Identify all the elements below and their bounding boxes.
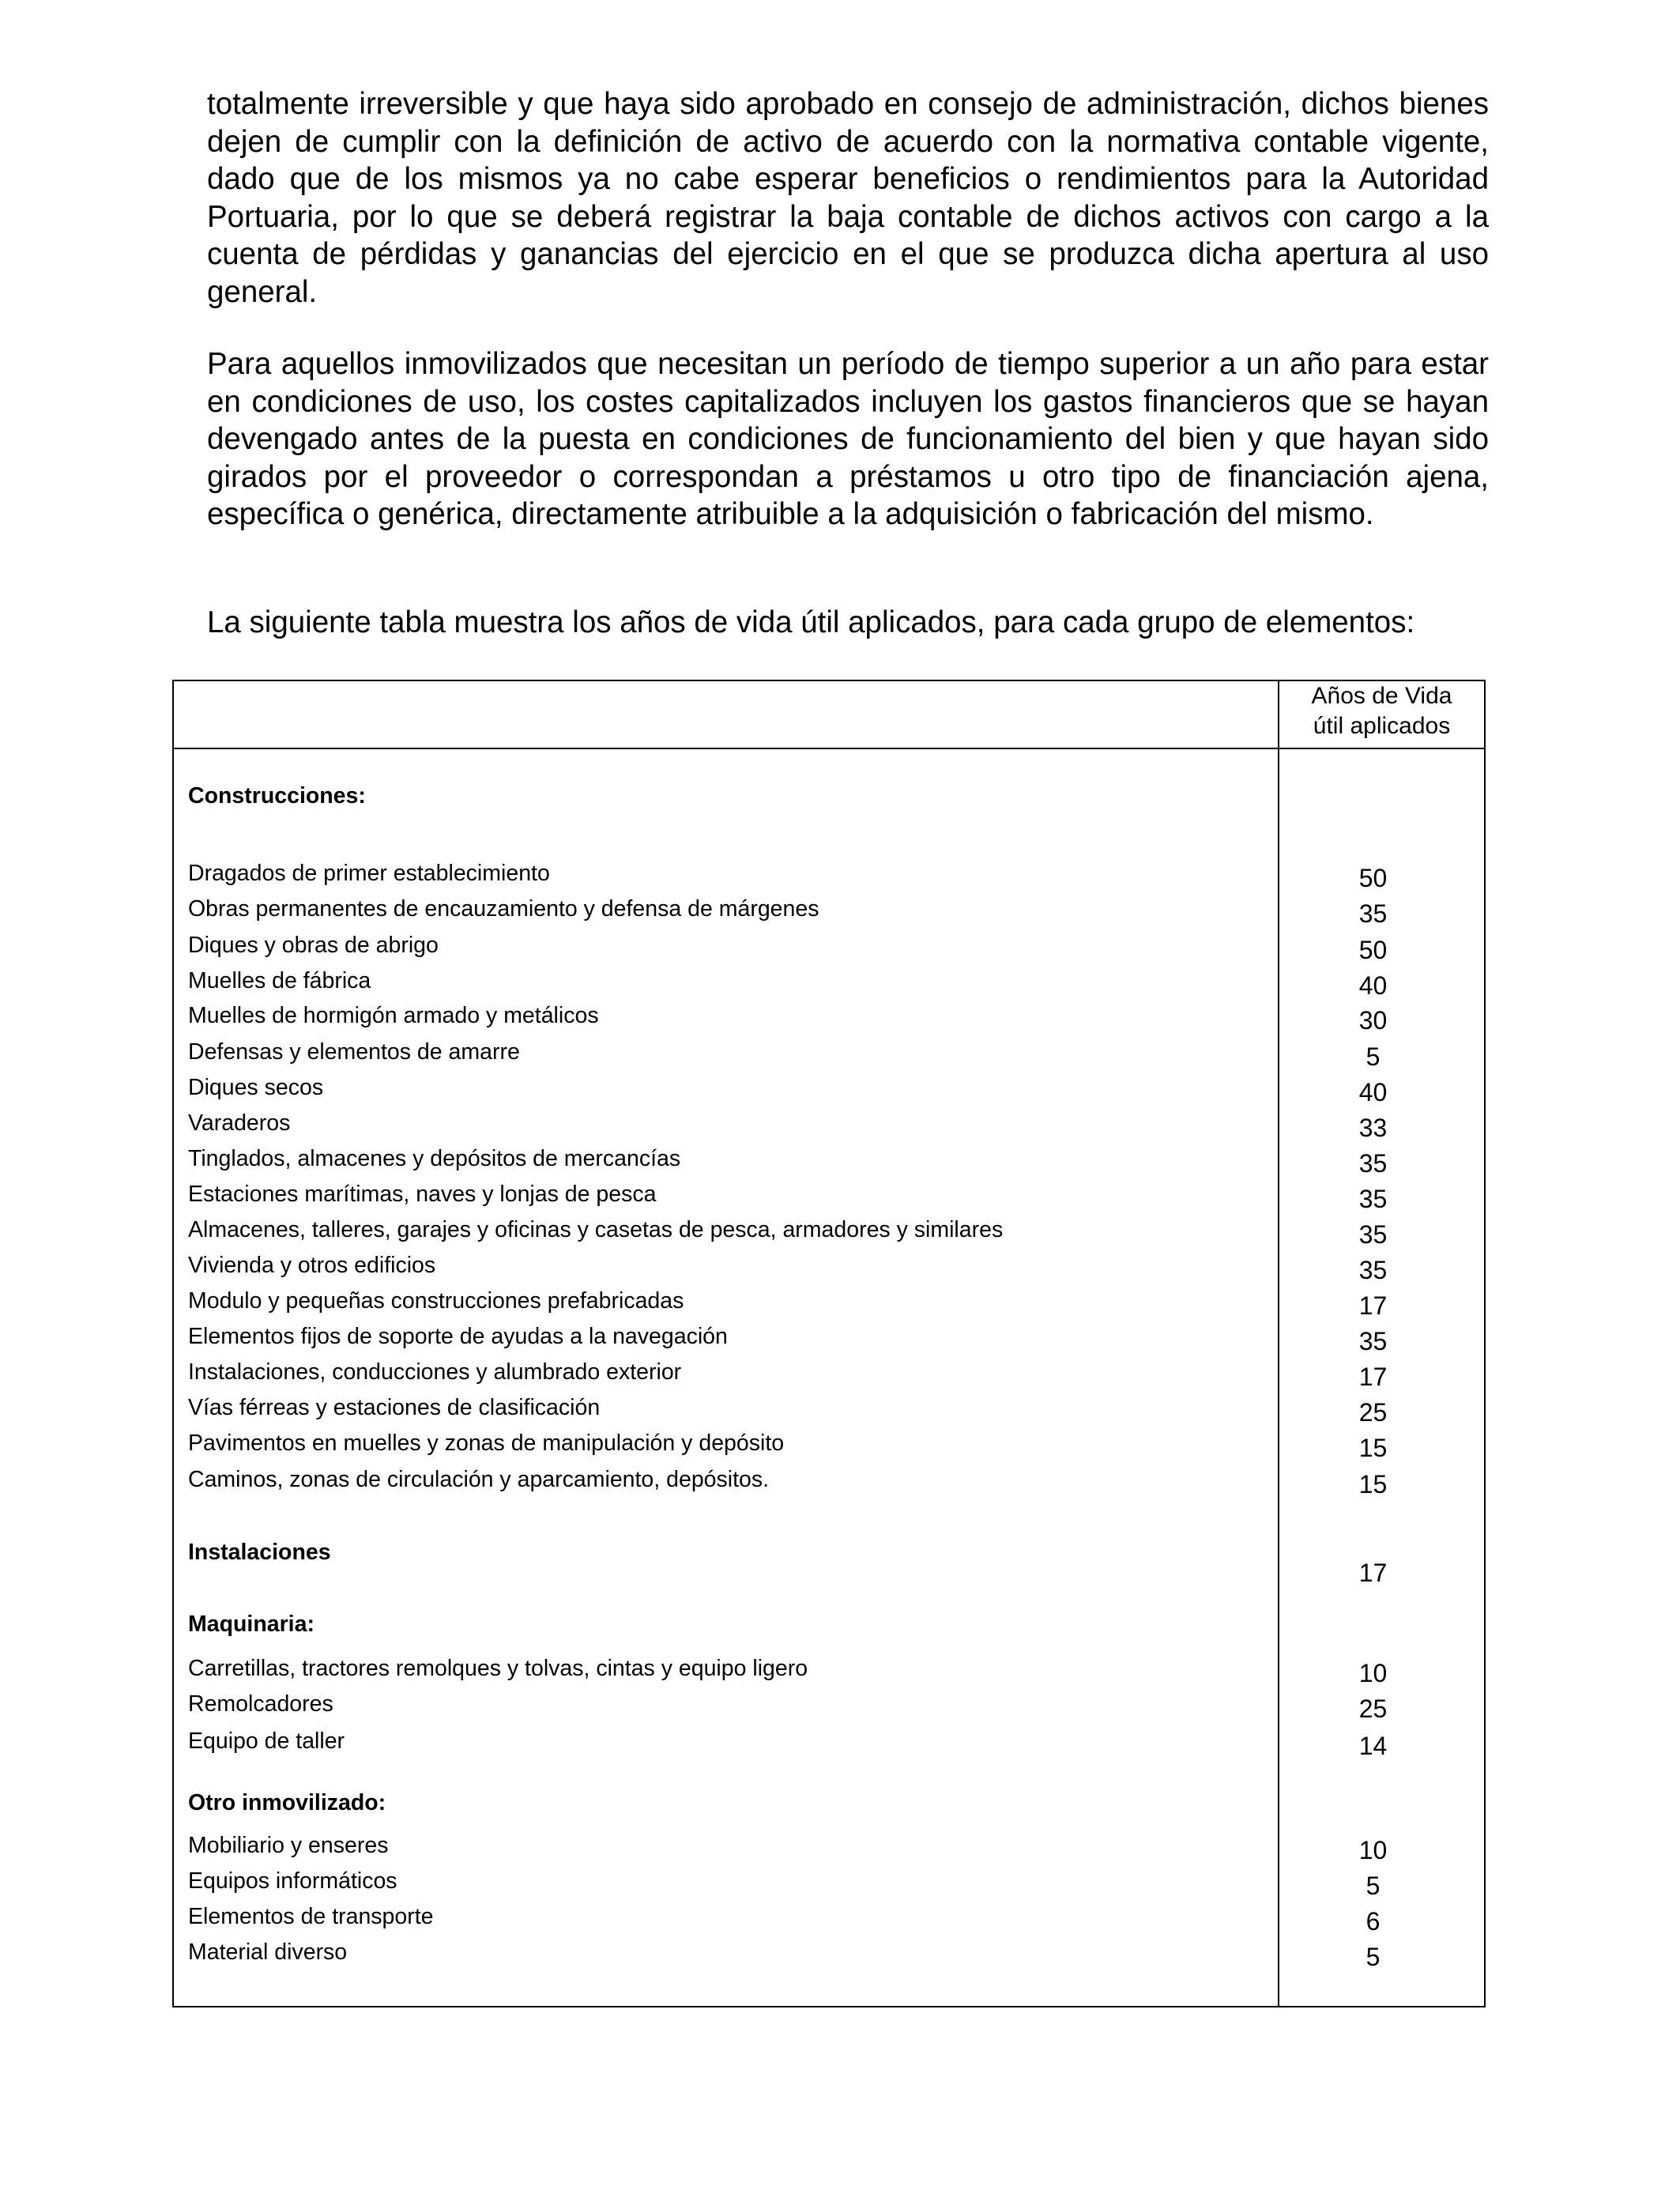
body-paragraph-1: totalmente irreversible y que haya sido aprobado en consejo de administración, dichos bienes dejen de cumplir con la definición de activo de acuerdo con la normativa contable vigente, dado que de los mismos ya no cabe esperar beneficios o rendimientos para la Autoridad Portuaria, por lo que se deberá registrar la baja contable de dichos activos con cargo a la cuenta de pérdidas y ganancias del ejercicio en el que se produzca dicha apertura al uso general. — [207, 87, 1489, 309]
row-years-value: 35 — [1358, 1220, 1388, 1249]
table-column-header — [1279, 680, 1484, 741]
table-row — [188, 1108, 1484, 1142]
row-label: Material diverso — [188, 1940, 348, 1965]
table-row — [188, 1037, 1484, 1071]
table-row — [188, 1393, 1484, 1427]
table-intro-paragraph: La siguiente tabla muestra los años de vida útil aplicados, para cada grupo de elementos: — [207, 605, 1415, 639]
row-years-value: 30 — [1358, 1006, 1388, 1035]
table-row — [188, 1937, 1484, 1971]
row-years-value: 35 — [1358, 1327, 1388, 1355]
row-years-value: 5 — [1365, 1872, 1381, 1900]
section-heading: Maquinaria: — [188, 1612, 315, 1637]
table-row — [188, 858, 1484, 892]
row-years-value: 40 — [1358, 1078, 1388, 1106]
row-label: Varaderos — [188, 1110, 291, 1136]
row-years-value: 5 — [1365, 1042, 1381, 1071]
table-row — [188, 1001, 1484, 1035]
table-row — [188, 1866, 1484, 1900]
table-row — [188, 1465, 1484, 1498]
row-years-value: 35 — [1358, 1256, 1388, 1284]
row-label: Muelles de hormigón armado y metálicos — [188, 1003, 599, 1028]
row-label: Modulo y pequeñas construcciones prefabricadas — [188, 1288, 684, 1314]
table-row — [188, 1830, 1484, 1864]
row-years-value: 50 — [1358, 936, 1388, 964]
row-label: Estaciones marítimas, naves y lonjas de pesca — [188, 1182, 657, 1207]
section-heading: Construcciones: — [188, 783, 366, 809]
row-years-value: 35 — [1358, 1185, 1388, 1213]
table-row — [188, 1357, 1484, 1391]
table-section-row — [188, 1788, 1484, 1818]
row-label: Caminos, zonas de circulación y aparcamiento, depósitos. — [188, 1467, 770, 1492]
table-row — [188, 1144, 1484, 1178]
row-label: Remolcadores — [188, 1691, 333, 1717]
row-label: Elementos fijos de soporte de ayudas a la navegación — [188, 1324, 728, 1349]
row-years-value: 40 — [1358, 971, 1388, 1000]
row-years-value: 10 — [1358, 1836, 1388, 1864]
body-paragraph-2: Para aquellos inmovilizados que necesitan un período de tiempo superior a un año para estar en condiciones de uso, los costes capitalizados incluyen los gastos financieros que se hayan devengado antes de la puesta en condiciones de funcionamiento del bien y que hayan sido girados por el proveedor o correspondan a préstamos u otro tipo de financiación ajena, específica o genérica, directamente atribuible a la adquisición o fabricación del mismo. — [207, 347, 1489, 531]
table-row — [188, 1215, 1484, 1249]
table-row — [188, 966, 1484, 1000]
row-years-value: 6 — [1365, 1907, 1381, 1936]
row-years-value: 5 — [1365, 1943, 1381, 1971]
row-label: Mobiliario y enseres — [188, 1833, 389, 1858]
row-label: Carretillas, tractores remolques y tolvas, cintas y equipo ligero — [188, 1656, 808, 1681]
row-label: Obras permanentes de encauzamiento y defensa de márgenes — [188, 896, 819, 922]
row-label: Diques y obras de abrigo — [188, 933, 439, 958]
row-label: Tinglados, almacenes y depósitos de mercancías — [188, 1146, 681, 1171]
section-heading: Otro inmovilizado: — [188, 1790, 386, 1815]
row-years-value: 17 — [1358, 1559, 1388, 1587]
row-years-value: 25 — [1358, 1398, 1388, 1427]
row-label: Vías férreas y estaciones de clasificación — [188, 1395, 601, 1420]
row-years-value: 25 — [1358, 1695, 1388, 1723]
row-label: Defensas y elementos de amarre — [188, 1039, 520, 1065]
table-section-row — [188, 1537, 1484, 1587]
row-label: Instalaciones, conducciones y alumbrado exterior — [188, 1359, 682, 1385]
row-label: Muelles de fábrica — [188, 968, 371, 993]
row-label: Diques secos — [188, 1075, 324, 1100]
row-label: Vivienda y otros edificios — [188, 1253, 436, 1278]
row-label: Equipos informáticos — [188, 1868, 397, 1894]
section-heading: Instalaciones — [188, 1540, 331, 1565]
table-header-divider — [172, 748, 1486, 749]
row-label: Dragados de primer establecimiento — [188, 861, 550, 886]
table-section-row — [188, 1609, 1484, 1639]
table-row — [188, 1428, 1484, 1462]
row-years-value: 14 — [1358, 1732, 1388, 1760]
row-label: Equipo de taller — [188, 1728, 345, 1754]
table-row — [188, 1726, 1484, 1760]
row-years-value: 10 — [1358, 1659, 1388, 1687]
row-years-value: 17 — [1358, 1363, 1388, 1391]
row-label: Pavimentos en muelles y zonas de manipulación y depósito — [188, 1431, 785, 1456]
table-section-row — [188, 781, 1484, 811]
row-years-value: 33 — [1358, 1114, 1388, 1142]
table-row — [188, 1179, 1484, 1213]
table-row — [188, 930, 1484, 964]
row-label: Almacenes, talleres, garajes y oficinas y casetas de pesca, armadores y similares — [188, 1217, 1004, 1242]
row-years-value: 15 — [1358, 1434, 1388, 1462]
table-row — [188, 1653, 1484, 1687]
table-row — [188, 1321, 1484, 1355]
table-row — [188, 894, 1484, 928]
table-row — [188, 1250, 1484, 1284]
table-row — [188, 1902, 1484, 1936]
row-years-value: 35 — [1358, 899, 1388, 928]
table-header-line-2: útil aplicados — [1313, 713, 1451, 739]
row-label: Elementos de transporte — [188, 1904, 434, 1929]
row-years-value: 15 — [1358, 1470, 1388, 1498]
row-years-value: 35 — [1358, 1149, 1388, 1178]
table-header-line-1: Años de Vida — [1311, 683, 1452, 709]
table-row — [188, 1072, 1484, 1106]
row-years-value: 17 — [1358, 1291, 1388, 1320]
table-row — [188, 1286, 1484, 1320]
row-years-value: 50 — [1358, 864, 1388, 892]
table-row — [188, 1689, 1484, 1723]
